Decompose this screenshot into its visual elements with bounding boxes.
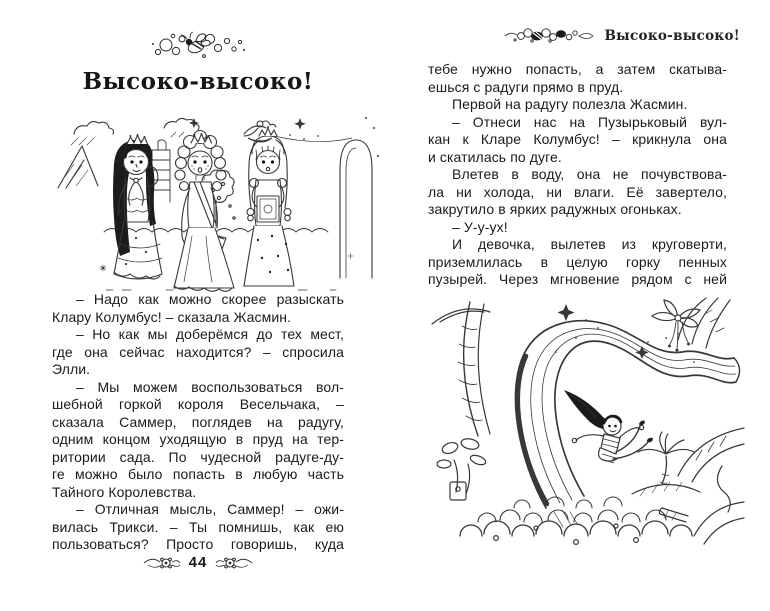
- page-number: 44: [188, 554, 208, 571]
- text-line: ешься с радуги прямо в пруд.: [428, 78, 624, 95]
- text-line: Тайного Королевства.: [52, 483, 197, 500]
- text-line: пузырей. Через мгновение рядом с ней: [428, 271, 727, 287]
- text-line: и скатилась по дуге.: [428, 148, 562, 165]
- running-head: [428, 27, 740, 44]
- footer-ornament-right-icon: [214, 556, 254, 570]
- text-line: – У-у-ух!: [452, 218, 508, 235]
- text-line: ге можно было попасть в любую часть: [52, 466, 344, 482]
- chapter-title: Высоко-высоко!: [82, 68, 314, 95]
- text-line: где она сейчас находится? – спросила: [52, 343, 344, 360]
- running-head-text: Высоко-высоко!: [604, 27, 740, 44]
- text-line: тебе нужно попасть, а затем скатыва-: [428, 61, 727, 77]
- text-line: – Но как мы доберёмся до тех мест,: [76, 326, 344, 342]
- text-line: – Мы можем воспользоваться вол-: [76, 378, 344, 395]
- footer-ornament-left-icon: [142, 556, 182, 570]
- text-line: – Надо как можно скорее разыскать: [76, 291, 344, 307]
- left-illustration: [48, 106, 383, 292]
- page-footer: [52, 554, 344, 571]
- text-line: шебной горкой короля Весельчака, –: [52, 396, 344, 412]
- left-page-body: [52, 291, 344, 554]
- text-line: Элли.: [52, 361, 91, 377]
- right-illustration: [426, 296, 748, 560]
- text-line: – Отличная мысль, Саммер! – ожи-: [76, 501, 344, 517]
- text-line: Клару Колумбус! – сказала Жасмин.: [52, 308, 292, 325]
- text-line: приземлилась в целую горку пенных: [428, 253, 727, 270]
- text-line: И девочка, вылетев из круговерти,: [452, 236, 727, 252]
- header-ornament-icon: [503, 27, 595, 44]
- text-line: ритории сада. По чудесной радуге-ду-: [52, 448, 344, 465]
- right-page-body: [428, 61, 727, 289]
- bee-bubbles-ornament-icon: [148, 30, 248, 60]
- text-line: ла ни холода, ни влаги. Её завертело,: [428, 183, 727, 200]
- text-line: вилась Трикси. – Ты помнишь, как ею: [52, 518, 344, 535]
- text-line: пользоваться? Просто говоришь, куда: [52, 536, 344, 552]
- text-line: сказала Саммер, поглядев на радугу,: [52, 413, 344, 430]
- text-line: кан к Кларе Колумбус! – крикнула она: [428, 131, 727, 147]
- text-line: – Отнеси нас на Пузырьковый вул-: [452, 113, 727, 130]
- text-line: одним концом уходящую в пруд на тер-: [52, 431, 344, 447]
- text-line: закрутило в ярких радужных огоньках.: [428, 201, 682, 217]
- text-line: Влетев в воду, она не почувствова-: [452, 166, 727, 182]
- text-line: Первой на радугу полезла Жасмин.: [452, 96, 688, 112]
